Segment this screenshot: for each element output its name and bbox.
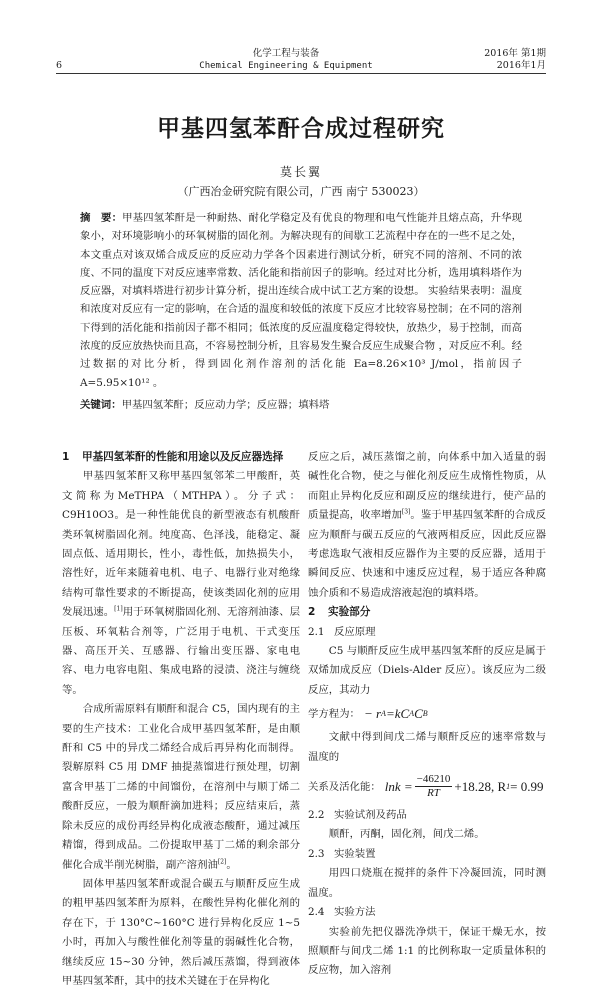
section-1-heading: 1 甲基四氢苯酐的性能和用途以及反应器选择 <box>62 450 284 463</box>
citation: [3] <box>401 508 411 516</box>
body-columns <box>62 448 546 991</box>
abstract-text: 甲基四氢苯酐是一种耐热、耐化学稳定及有优良的物理和电气性能并且熔点高，升华现象小，对环境影响小的环氧树脂的固化剂。为解决现有的间歇工艺流程中存在的一些不足之处，本文重点对该双烯合成反应的反应动力学各个因素进行测试分析，研究不同的溶剂、不同的浓度、不同的温度下对反应速率常数、活化能和指前因子的影响。经过对比分析，选用填料塔作为反应器，对填料塔进行初步计算分析，提出连续合成中试工艺方案的设想。 实验结果表明：温度和浓度对反应有一定的影响，在合适的温度和较低的浓度下反应才比较容易控制；在不同的溶剂下得到的活化能和指前因子都不相同；低浓度的反应温度稳定得较快，放热少，易于控制，而高浓度的反应放热快而且高，不容易控制分析，且容易发生聚合反应生成聚合物 ，对反应不利。经过数据的对比分析，得到固化剂作溶剂的活化能 Ea=8.26×10³ J/mol，指前因子 A=5.95×10¹² 。 <box>80 212 522 389</box>
keywords-label: 关键词： <box>80 398 122 411</box>
paragraph: C5 与顺酐反应生成甲基四氢苯酐的反应是属于双烯加成反应（Diels-Alder 反应）。该反应为二级反应，其动力 <box>308 645 546 696</box>
section-2-heading: 2 实验部分 <box>308 606 371 619</box>
keywords-text: 甲基四氢苯酐；反应动力学；反应器；填料塔 <box>121 398 330 411</box>
subsection-2-4-heading: 2.4 实验方法 <box>308 906 376 919</box>
right-column <box>308 448 546 991</box>
journal-name-en: Chemical Engineering & Equipment <box>199 61 373 71</box>
paragraph: 合成所需原料有顺酐和混合 C5，国内现有的主要的生产技术：工业化合成甲基四氢苯酐，是由顺酐和 C5 中的异戊二烯经合成后再异构化而制得。裂解原料 C5 用 DMF 抽提蒸馏进行预处理，切割富含甲基丁二烯的中间馏份，在溶剂中与顺丁烯二酸酐反应，一般为顺酐滴加进料；反应结束后，蒸除未反应的成份再经异构化成液态酸酐，通过减压精馏，得到成品。二份提取甲基丁二烯的剩余部分催化合成半削光树脂，副产溶剂油[2]。 <box>62 703 300 871</box>
arrhenius-equation: 关系及活化能： lnk = $\frac{-46210}{RT}$ +18.28, R 1 = 0.99 <box>308 773 544 800</box>
issue-date: 2016年1月 <box>496 60 546 71</box>
subsection-2-2-heading: 2.2 实验试剂及药品 <box>308 809 407 822</box>
equation-rate-law: − r A = kC A C B <box>363 706 428 722</box>
journal-name <box>116 48 456 72</box>
rate-equation: 学方程为： − r A = kC A C B <box>308 706 428 722</box>
journal-name-cn: 化学工程与装备 <box>252 48 320 59</box>
citation: [2] <box>217 858 227 866</box>
paragraph: 固体甲基四氢苯酐或混合碳五与顺酐反应生成的粗甲基四氢苯酐为原料，在酸性异构化催化剂的存在下，于 130°C~160°C 进行异构化反应 1~5 小时，再加入与酸性催化剂等量的弱碱性化合物，继续反应 15~30 分钟，然后减压蒸馏，得到液体甲基四氢苯酐，其中的技术关键在于在异构化 <box>62 877 300 987</box>
keywords <box>80 396 522 414</box>
paragraph: 顺酐，丙酮，固化剂，间戊二烯。 <box>328 828 485 841</box>
issue-number: 2016年 第1期 <box>484 48 546 59</box>
paragraph: 文献中得到间戊二烯与顺酐反应的速率常数与温度的 <box>308 731 546 763</box>
abstract-label: 摘 要： <box>80 212 123 224</box>
paragraph: 甲基四氢苯酐又称甲基四氢邻苯二甲酸酐，英文简称为MeTHPA（MTHPA）。分子式：C9H10O3。是一种性能优良的新型液态有机酸酐类环氧树脂固化剂。纯度高、色泽浅，能稳定、凝固点低、适用期长，性小，毒性低，加热损失小，溶性好，近年来随着电机、电子、电器行业对绝缘结构可靠性要求的不断提高，使该类固化剂的应用发展迅速。[1]用于环氧树脂固化剂、无溶剂油漆、层压板、环氧粘合剂等，广泛用于电机、干式变压器、高压开关、互感器、行输出变压器、家电电容、电力电容电阻、集成电路的浸渍、浇注与缠绕等。 <box>62 470 301 696</box>
issue-info <box>456 48 546 72</box>
equation-lnk: lnk = $\frac{-46210}{RT}$ +18.28, R 1 = 0.99 <box>384 773 544 800</box>
paragraph: 实验前先把仪器洗净烘干，保证干燥无水，按照顺酐与间戊二烯 1:1 的比例称取一定质量体积的反应物，加入溶剂 <box>308 925 546 977</box>
subsection-2-3-heading: 2.3 实验装置 <box>308 847 376 860</box>
page-number: 6 <box>56 60 63 71</box>
abstract <box>80 209 522 392</box>
paper-title: 甲基四氢苯酐合成过程研究 <box>157 116 445 142</box>
subsection-2-1-heading: 2.1 反应原理 <box>308 625 376 638</box>
paragraph: 反应之后，减压蒸馏之前，向体系中加入适量的弱碱性化合物，使之与催化剂反应生成惰性物质，从而阻止异构化反应和副反应的继续进行，使产品的质量提高，收率增加[3]。鉴于甲基四氢苯酐的合成反应为顺酐与碳五反应的气液两相反应，因此反应器考虑选取气液相反应器作为主要的反应器，适用于瞬间反应、快速和中速反应过程，易于适应各种腐蚀介质和不易造成溶液起泡的填料塔。 <box>308 450 547 599</box>
paragraph: 用四口烧瓶在搅拌的条件下冷凝回流，同时测温度。 <box>308 867 546 899</box>
affiliation: （广西冶金研究院有限公司，广西 南宁 530023） <box>177 185 425 198</box>
citation: [1] <box>114 605 123 613</box>
left-column <box>62 448 300 991</box>
running-header <box>56 48 546 74</box>
author: 莫长翼 <box>279 165 322 179</box>
